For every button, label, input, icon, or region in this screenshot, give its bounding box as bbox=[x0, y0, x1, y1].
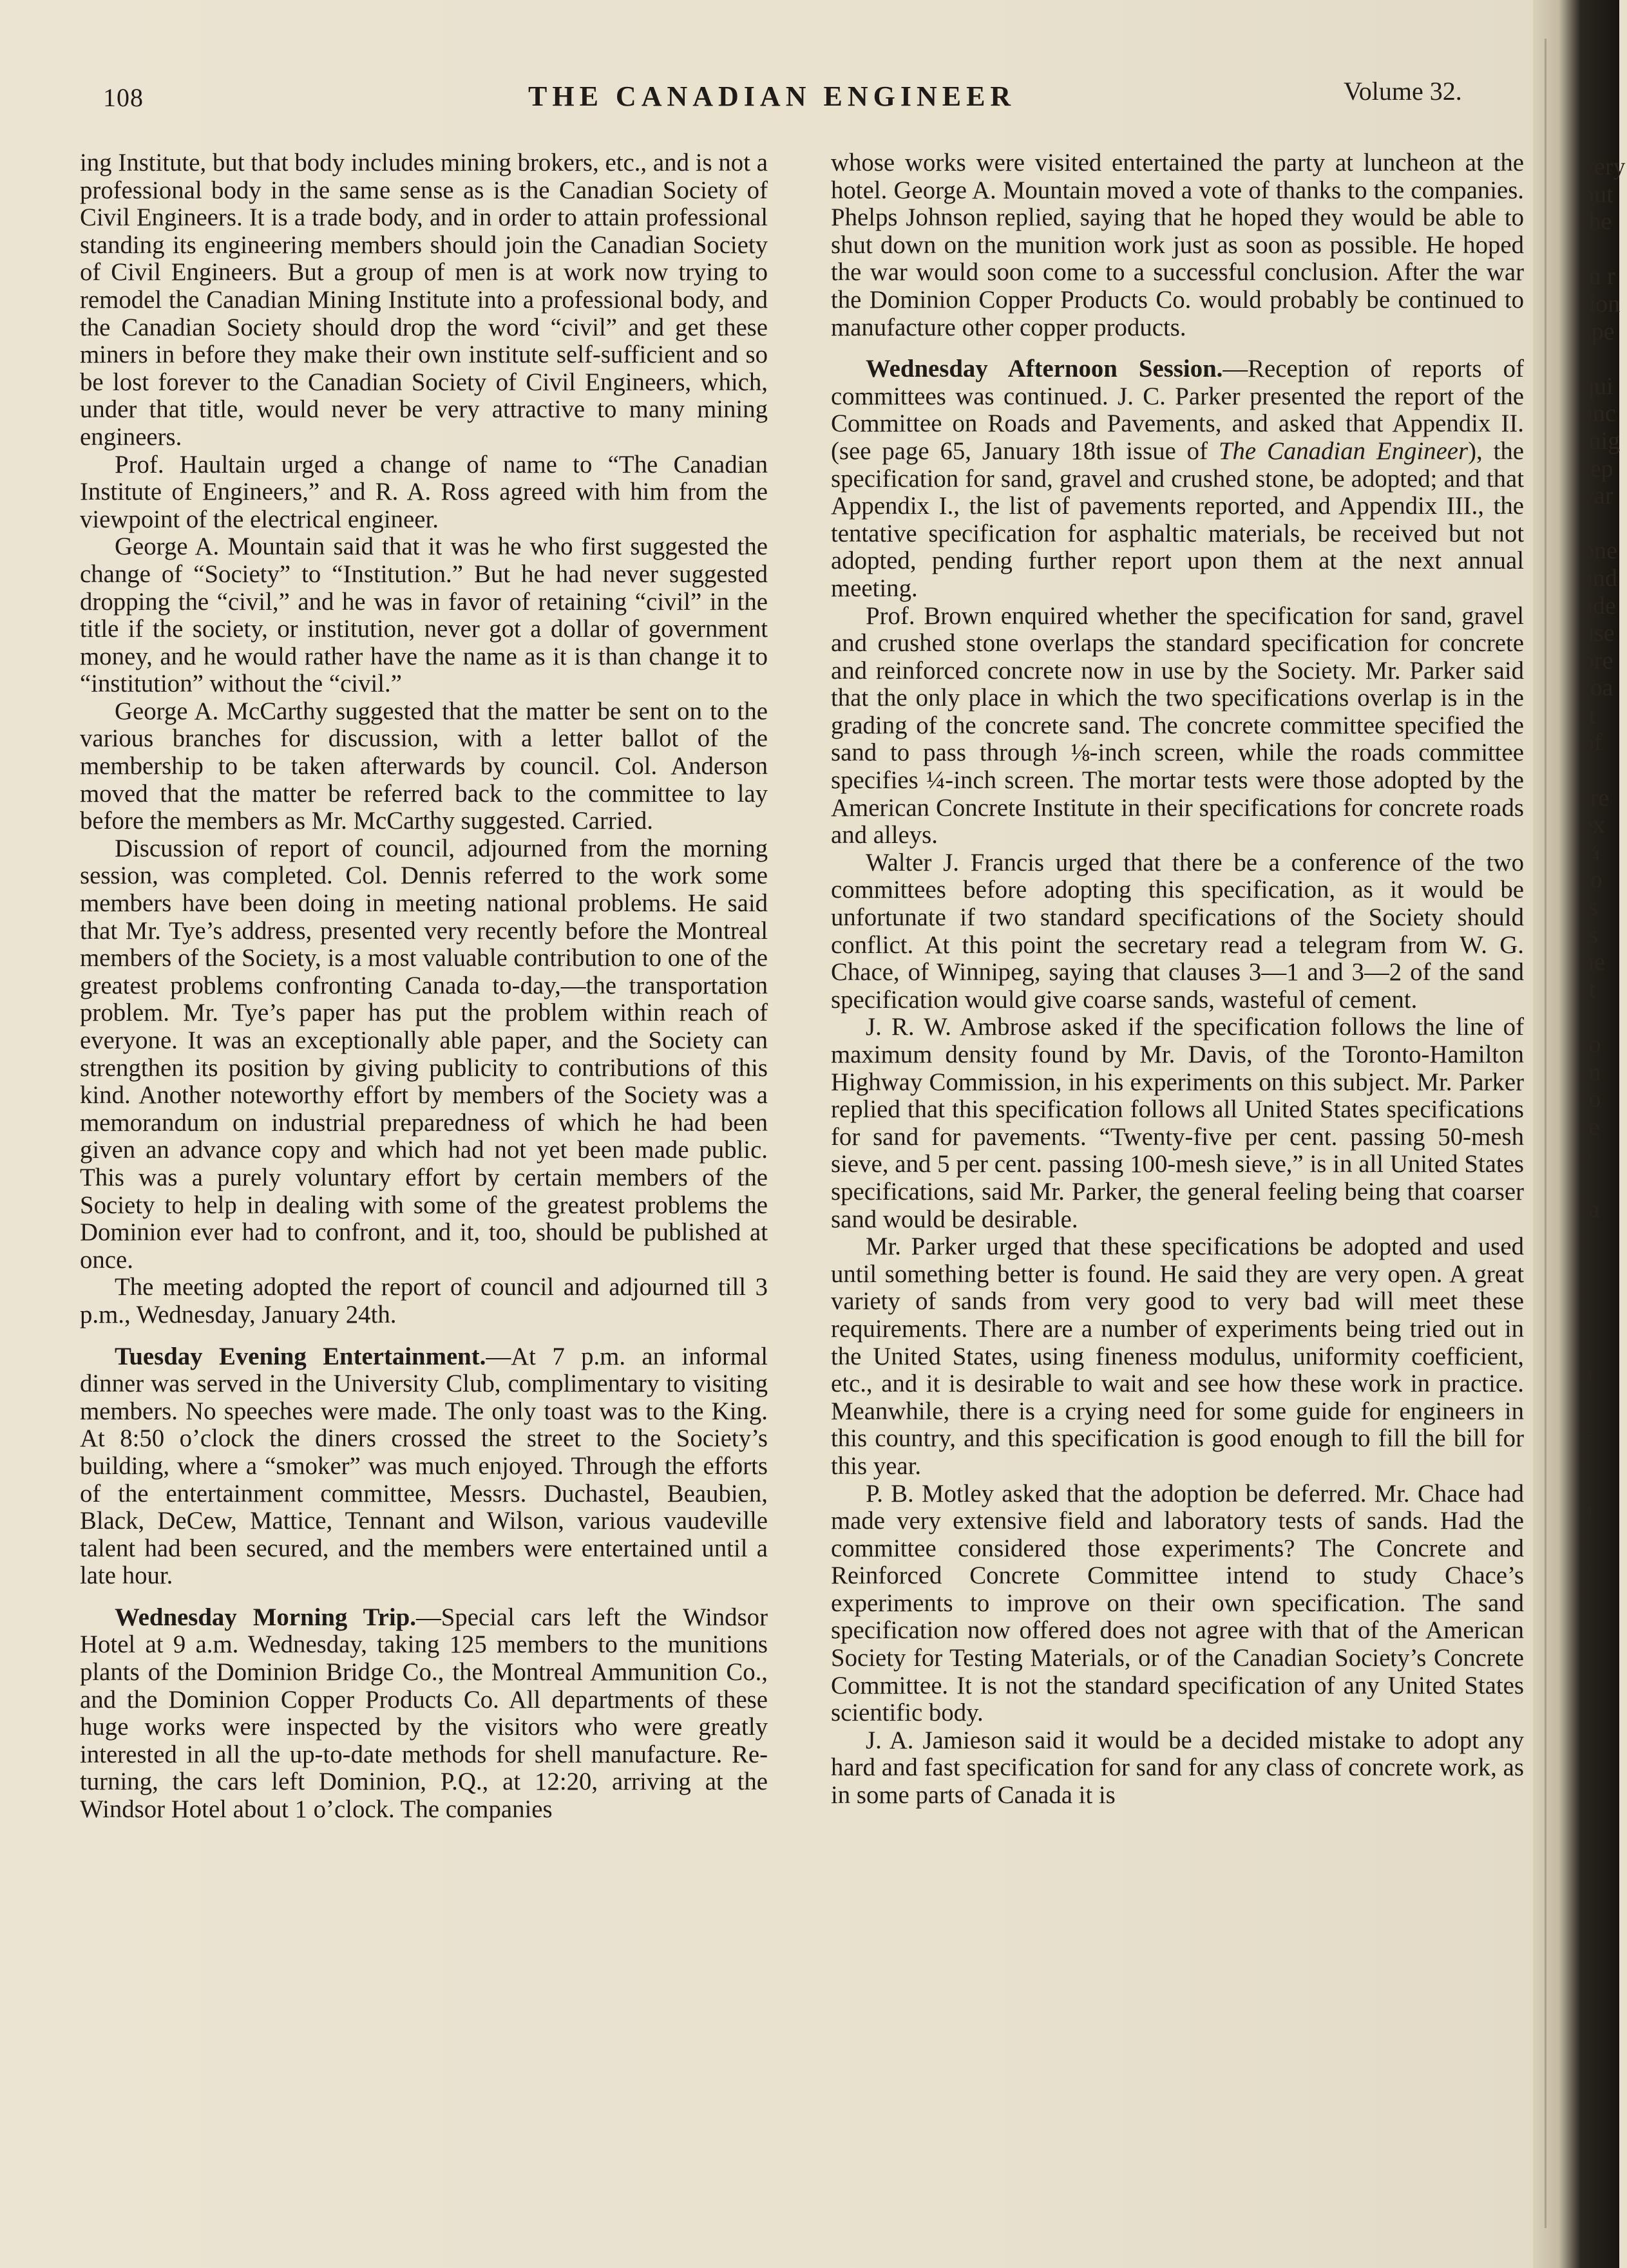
paragraph-text: George A. Mountain said that it was he who first suggested the change of “Society” to “Institution.” But he had never suggested dropping the “civil,” and he was in favor of retaining “civil” in the title if the society, or institution, never got a dollar of government money, and he would rather have the name as it is than change it to “institution” without the “civil.” bbox=[80, 533, 768, 698]
page-number: 108 bbox=[103, 83, 144, 112]
next-page-fragment: a bbox=[1582, 1497, 1593, 1525]
paragraph bbox=[831, 355, 1524, 602]
next-page-fragment: var bbox=[1582, 482, 1613, 510]
next-page-fragment-column bbox=[1582, 153, 1627, 1607]
next-page-fragment: t bbox=[1582, 1524, 1589, 1552]
paragraph bbox=[80, 533, 768, 698]
paragraph-text: —Special cars left the Windsor Hotel at 9 a.m. Wednesday, taking 125 members to the munitions plants of the Dominion Bridge Co., the Montreal Ammunition Co., and the Dominion Copper Products Co. All departments of these huge works were inspected by the visitors who were greatly interested in all the up-to-date methods for shell manufacture. Returning, the cars left Dominion, P.Q., at 12:20, arriving at the Windsor Hotel about 1 o’clock. The companies bbox=[80, 1603, 768, 1824]
paragraph-text: P. B. Motley asked that the adoption be deferred. Mr. Chace had made very extensive field and laboratory tests of sands. Had the committee considered those experiments? The Concrete and Reinforced Concrete Committee intend to study Chace’s experiments to improve on their own specification. The sand specification now offered does not agree with that of the American Society for Testing Materials, or of the Canadian Society’s Concrete Committee. It is not the standard specification of any United States scientific body. bbox=[831, 1479, 1524, 1727]
next-page-fragment: a bbox=[1582, 1360, 1593, 1388]
section-run-in-heading: Wednesday Afternoon Session. bbox=[866, 355, 1223, 383]
paragraph bbox=[80, 1343, 768, 1590]
next-page-fragment bbox=[1582, 345, 1627, 373]
paragraph bbox=[831, 1480, 1524, 1727]
next-page-fragment: c bbox=[1582, 1415, 1593, 1442]
next-page-fragment: m bbox=[1582, 1058, 1601, 1086]
paragraph-text: J. A. Jamieson said it would be a decided mistake to adopt any hard and fast specification for sand for any class of concrete work, as in some parts of Canada it is bbox=[831, 1726, 1524, 1810]
paragraph bbox=[80, 1604, 768, 1824]
next-page-fragment: te bbox=[1582, 1113, 1600, 1140]
italic-title: The Canadian Engineer bbox=[1218, 437, 1469, 465]
next-page-fragment bbox=[1582, 757, 1627, 784]
paragraph-text: George A. McCarthy suggested that the matter be sent on to the various branches for discussion, with a letter ballot of the membership to be taken afterwards by council. Col. Anderson moved that the matter be referred back to the committee to lay before the members as Mr. McCarthy suggested. Carried. bbox=[80, 697, 768, 835]
next-page-fragment: spe bbox=[1582, 317, 1615, 345]
next-page-fragment: roa bbox=[1582, 674, 1613, 702]
next-page-fragment: ade bbox=[1582, 592, 1616, 619]
next-page-fragment: ne bbox=[1582, 949, 1605, 976]
next-page-fragment: rep bbox=[1582, 455, 1613, 482]
next-page-fragment: to bbox=[1582, 1086, 1601, 1113]
paragraph-text: Prof. Haultain urged a change of name to “The Canadian Institute of Engineers,” and R. A. Ross agreed with him from the viewpoint of the electrical engineer. bbox=[80, 450, 768, 533]
next-page-fragment bbox=[1582, 1388, 1627, 1415]
next-page-fragment: in r bbox=[1582, 263, 1615, 290]
page-edge-line bbox=[1545, 39, 1546, 2228]
paragraph bbox=[831, 1727, 1524, 1810]
next-page-fragment: qui bbox=[1582, 372, 1613, 400]
paragraph-text: ), the specification for sand, gravel and crushed stone, be adopted; and that Appendix I., the list of pavements reported, and Appendix III., the tentative specification for asphaltic materials, be received but not adopted, pending further report upon them at the next annual meeting. bbox=[831, 437, 1525, 602]
journal-title: THE CANADIAN ENGINEER bbox=[528, 80, 1016, 112]
next-page-fragment: t bbox=[1582, 1278, 1589, 1305]
paragraph-text: whose works were visited entertained the party at luncheon at the hotel. George A. Mountain moved a vote of thanks to the companies. Phelps Johnson replied, saying that he hoped they would be able to shut down on the munition work just as soon as possible. He hoped the war would soon come to a successful conclusion. After the war the Dominion Copper Products Co. would probably be continued to manufacture other copper products. bbox=[831, 149, 1524, 341]
next-page-fragment: out bbox=[1582, 180, 1613, 208]
left-column bbox=[80, 149, 768, 1824]
section-run-in-heading: Tuesday Evening Entertainment. bbox=[115, 1342, 486, 1370]
next-page-fragment: fo bbox=[1582, 866, 1603, 894]
next-page-fragment: fre bbox=[1582, 784, 1610, 811]
next-page-fragment: the bbox=[1582, 208, 1612, 236]
paragraph bbox=[80, 149, 768, 451]
next-page-fragment bbox=[1582, 1251, 1627, 1278]
paragraph-text: Mr. Parker urged that these specifications be adopted and used until something better is found. He said they are very open. A great variety of sands from very good to very bad will meet these requirements. There are a number of experiments being tried out in the United States, using fineness modulus, uniformity coefficient, etc., and it is desirable to wait and see how these work in practice. Meanwhile, there is a crying need for some guide for engineers in this country, and this specification is good enough to fill the bill for this year. bbox=[831, 1233, 1524, 1480]
paragraph-text: The meeting adopted the report of council and adjourned till 3 p.m., Wednesday, January 24th. bbox=[80, 1273, 768, 1328]
paragraph-text: —At 7 p.m. an informal dinner was served in the University Club, complimentary to visiting members. No speeches were made. The only toast was to the King. At 8:50 o’clock the diners crossed the street to the Society’s building, where a “smoker” was much enjoyed. Through the efforts of the entertainment committee, Messrs. Duchastel, Beaubien, Black, DeCew, Mattice, Tennant and Wilson, various vaudeville talent had been secured, and the members were entertained until a late hour. bbox=[80, 1342, 768, 1590]
next-page-fragment bbox=[1582, 1168, 1627, 1196]
next-page-fragment: is bbox=[1582, 894, 1599, 921]
next-page-fragment: c bbox=[1582, 1223, 1593, 1251]
paragraph-text: —Reception of reports of committees was continued. J. C. Parker presented the report of the Committee on Roads and Pavements, and asked that Appendix II. (see page 65, January 18th issue of bbox=[831, 355, 1524, 465]
next-page-fragment: tion bbox=[1582, 290, 1621, 317]
next-page-fragment bbox=[1582, 236, 1627, 263]
next-page-fragment bbox=[1582, 1470, 1627, 1498]
paragraph-text: Discussion of report of council, adjourned from the morning session, was completed. Col. Dennis referred to the work some members have been doing in meeting national problems. He said that Mr. Tye’s address, presented very recently before the Montreal members of the Society, is a most valuable contribution to one of the greatest problems confronting Canada to-day,—the transportation problem. Mr. Tye’s paper has put the problem within reach of everyone. It was an exceptionally able paper, and the Society can strengthen its position by giving publicity to contributions of this kind. Another noteworthy effort by members of the Society was a memorandum on industrial preparedness of which he had been given an advance copy and which had not yet been made public. This was a purely voluntary effort by certain members of the Society to help in dealing with some of the greatest problems the Dominion ever had to confront, and it, too, should be published at once. bbox=[80, 834, 768, 1274]
paragraph-text: ing Institute, but that body includes mining brokers, etc., and is not a professional body in the same sense as is the Canadian Society of Civil Engineers. It is a trade body, and in order to attain professional standing its engineering members should join the Canadian Society of Civil Engineers. But a group of men is at work now trying to remodel the Canadian Mining Institute into a professional body, and the Canadian Society should drop the word “civil” and get these miners in before they make their own institute self-sufficient and so be lost forever to the Canadian Society of Civil Engineers, which, under that title, would never be very attractive to many mining engineers. bbox=[80, 149, 768, 451]
next-page-fragment: it bbox=[1582, 701, 1596, 729]
next-page-fragment: is bbox=[1582, 921, 1599, 949]
next-page-fragment: very bbox=[1582, 153, 1626, 180]
paragraph bbox=[80, 451, 768, 534]
paragraph bbox=[831, 603, 1524, 849]
paragraph-text: Walter J. Francis urged that there be a conference of the two committees before adopting this specification, as it would be unfortunate if two standard specifications of the Society should conflict. At this point the secretary read a telegram from W. G. Chace, of Winnipeg, saying that clauses 3—1 and 3—2 of the sand specification would give coarse sands, wasteful of cement. bbox=[831, 848, 1524, 1014]
next-page-fragment: it bbox=[1582, 976, 1596, 1003]
next-page-fragment: mig bbox=[1582, 427, 1621, 455]
section-run-in-heading: Wednesday Morning Trip. bbox=[115, 1603, 416, 1631]
next-page-fragment: i bbox=[1582, 1332, 1589, 1360]
next-page-fragment bbox=[1582, 510, 1627, 538]
next-page-fragment: anc bbox=[1582, 400, 1616, 428]
paragraph-text: J. R. W. Ambrose asked if the specification follows the line of maximum density found by Mr. Davis, of the Toronto-Hamilton Highway Commission, in his experiments on this subject. Mr. Parker replied that this specification follows all United States specifications for sand for pavements. “Twenty-five per cent. passing 50-mesh sieve, and 5 per cent. passing 100-mesh sieve,” is in all United States specifications, said Mr. Parker, the general feeling being that coarser sand would be desirable. bbox=[831, 1013, 1524, 1233]
next-page-fragment bbox=[1582, 1003, 1627, 1031]
next-page-fragment: i bbox=[1582, 1305, 1589, 1332]
next-page-fragment: and bbox=[1582, 564, 1617, 592]
next-page-fragment: ex bbox=[1582, 811, 1605, 839]
right-column bbox=[831, 149, 1524, 1810]
next-page-fragment: t bbox=[1582, 1579, 1589, 1607]
next-page-fragment: pre bbox=[1582, 647, 1613, 674]
next-page-fragment: one bbox=[1582, 537, 1617, 565]
next-page-fragment: to bbox=[1582, 1031, 1601, 1058]
paragraph bbox=[831, 1233, 1524, 1480]
next-page-fragment: i bbox=[1582, 1442, 1589, 1469]
next-page-fragment: s bbox=[1582, 1140, 1592, 1168]
paragraph bbox=[831, 849, 1524, 1014]
running-header bbox=[103, 76, 1494, 121]
paragraph bbox=[831, 1014, 1524, 1233]
volume-label: Volume 32. bbox=[1344, 77, 1462, 106]
next-page-fragment: ¼ bbox=[1582, 838, 1601, 866]
paragraph bbox=[80, 698, 768, 835]
paragraph-text: Prof. Brown enquired whether the specification for sand, gravel and crushed stone overlaps the standard specification for concrete and reinforced concrete now in use by the Society. Mr. Parker said that the only place in which the two specifications overlap is in the grading of the concrete sand. The concrete committee specified the sand to pass through ⅛-inch screen, while the roads committee specifies ¼-inch screen. The mortar tests were those adopted by the American Concrete Institute in their specifications for concrete roads and alleys. bbox=[831, 601, 1524, 849]
paragraph bbox=[831, 149, 1524, 341]
paragraph bbox=[80, 835, 768, 1274]
next-page-fragment: of bbox=[1582, 729, 1603, 757]
paragraph bbox=[80, 1274, 768, 1328]
next-page-fragment: use bbox=[1582, 619, 1615, 647]
next-page-fragment: s bbox=[1582, 1552, 1592, 1580]
next-page-fragment: la bbox=[1582, 1195, 1600, 1223]
